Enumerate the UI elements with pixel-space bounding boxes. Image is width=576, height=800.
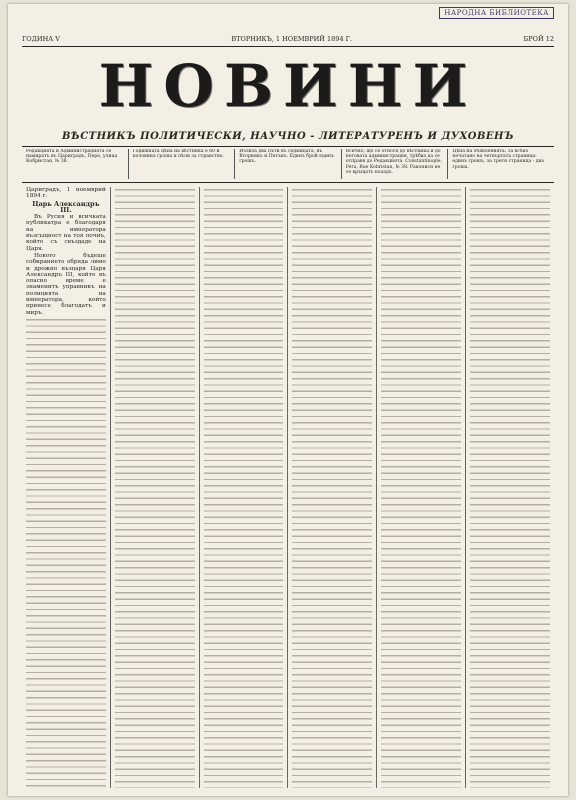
column-5 [377, 187, 466, 788]
info-ad-prices: Цѣна на обявленията: За всѣко печатано на четвъртата страница: единъ грошъ, за трети страница - два гроша. [452, 149, 544, 170]
article-columns [22, 187, 554, 788]
year-label: ГОДИНА V [22, 35, 60, 43]
article-paragraph: Новото бъдеще собиранието обряда лимо и дрожно възцаря Царя Александръ III, който въ опасно време е знаменитъ управникъ на полицията на императора, който принесе благодатъ и миръ. [26, 252, 106, 316]
date-label: ВТОРНИКЪ, 1 НОЕМВРИЙ 1894 Г. [231, 35, 353, 43]
text-lines [26, 317, 106, 788]
info-bar [22, 149, 554, 179]
info-publication-schedule: Излиза два пъти въ седмицата, въ Вторникъ и Петъкъ. Единъ брой единъ грошъ. [235, 149, 342, 179]
column-1 [22, 187, 111, 788]
article-paragraph: Въ Русия и всичката публикатра е благодаря на императора възсъщност на тоя почиъ, който съ свъздаде на Царя. [26, 214, 106, 252]
masthead-topline [22, 35, 554, 43]
newspaper-subtitle: ВѢСТНИКЪ ПОЛИТИЧЕСКИ, НАУЧНО - ЛИТЕРАТУРЕНЪ И ДУХОВЕНЪ [61, 131, 515, 142]
article-dateline: Цариградъ, 1 ноемврий 1894 г. [26, 187, 106, 200]
column-6 [466, 187, 554, 788]
info-editorial-address: Редакцията и Администрацията се намиратъ въ Цариградъ, Пера, улица Кобристан, № 38. [22, 149, 129, 179]
column-2 [111, 187, 200, 788]
text-lines [470, 187, 550, 788]
text-lines [204, 187, 284, 788]
masthead-rule-bottom [22, 182, 554, 183]
library-stamp: НАРОДНА БИБЛИОТЕКА [439, 7, 554, 19]
newspaper-title: НОВИНИ [98, 52, 478, 120]
newspaper-page [8, 4, 568, 796]
masthead-rule-top [22, 46, 554, 47]
masthead-rule-middle [22, 146, 554, 147]
text-lines [115, 187, 195, 788]
article-heading: Царь Александръ III. [32, 199, 100, 214]
info-correspondence: Всичко, що се относя до вѣстника и до неговата администрация, трѣбва да се отправя до Редакцията. Constantinople, Pera, Rue Kobristan, № 38. Ракописи не се връщатъ назадъ. [342, 149, 449, 179]
info-subscription-price: Годишната цѣна на вѣстника е 60 и половина гроша и пѣли за странство. [129, 149, 236, 179]
issue-label: БРОЙ 12 [523, 35, 554, 43]
text-lines [292, 187, 372, 788]
column-4 [288, 187, 377, 788]
column-3 [200, 187, 289, 788]
text-lines [381, 187, 461, 788]
